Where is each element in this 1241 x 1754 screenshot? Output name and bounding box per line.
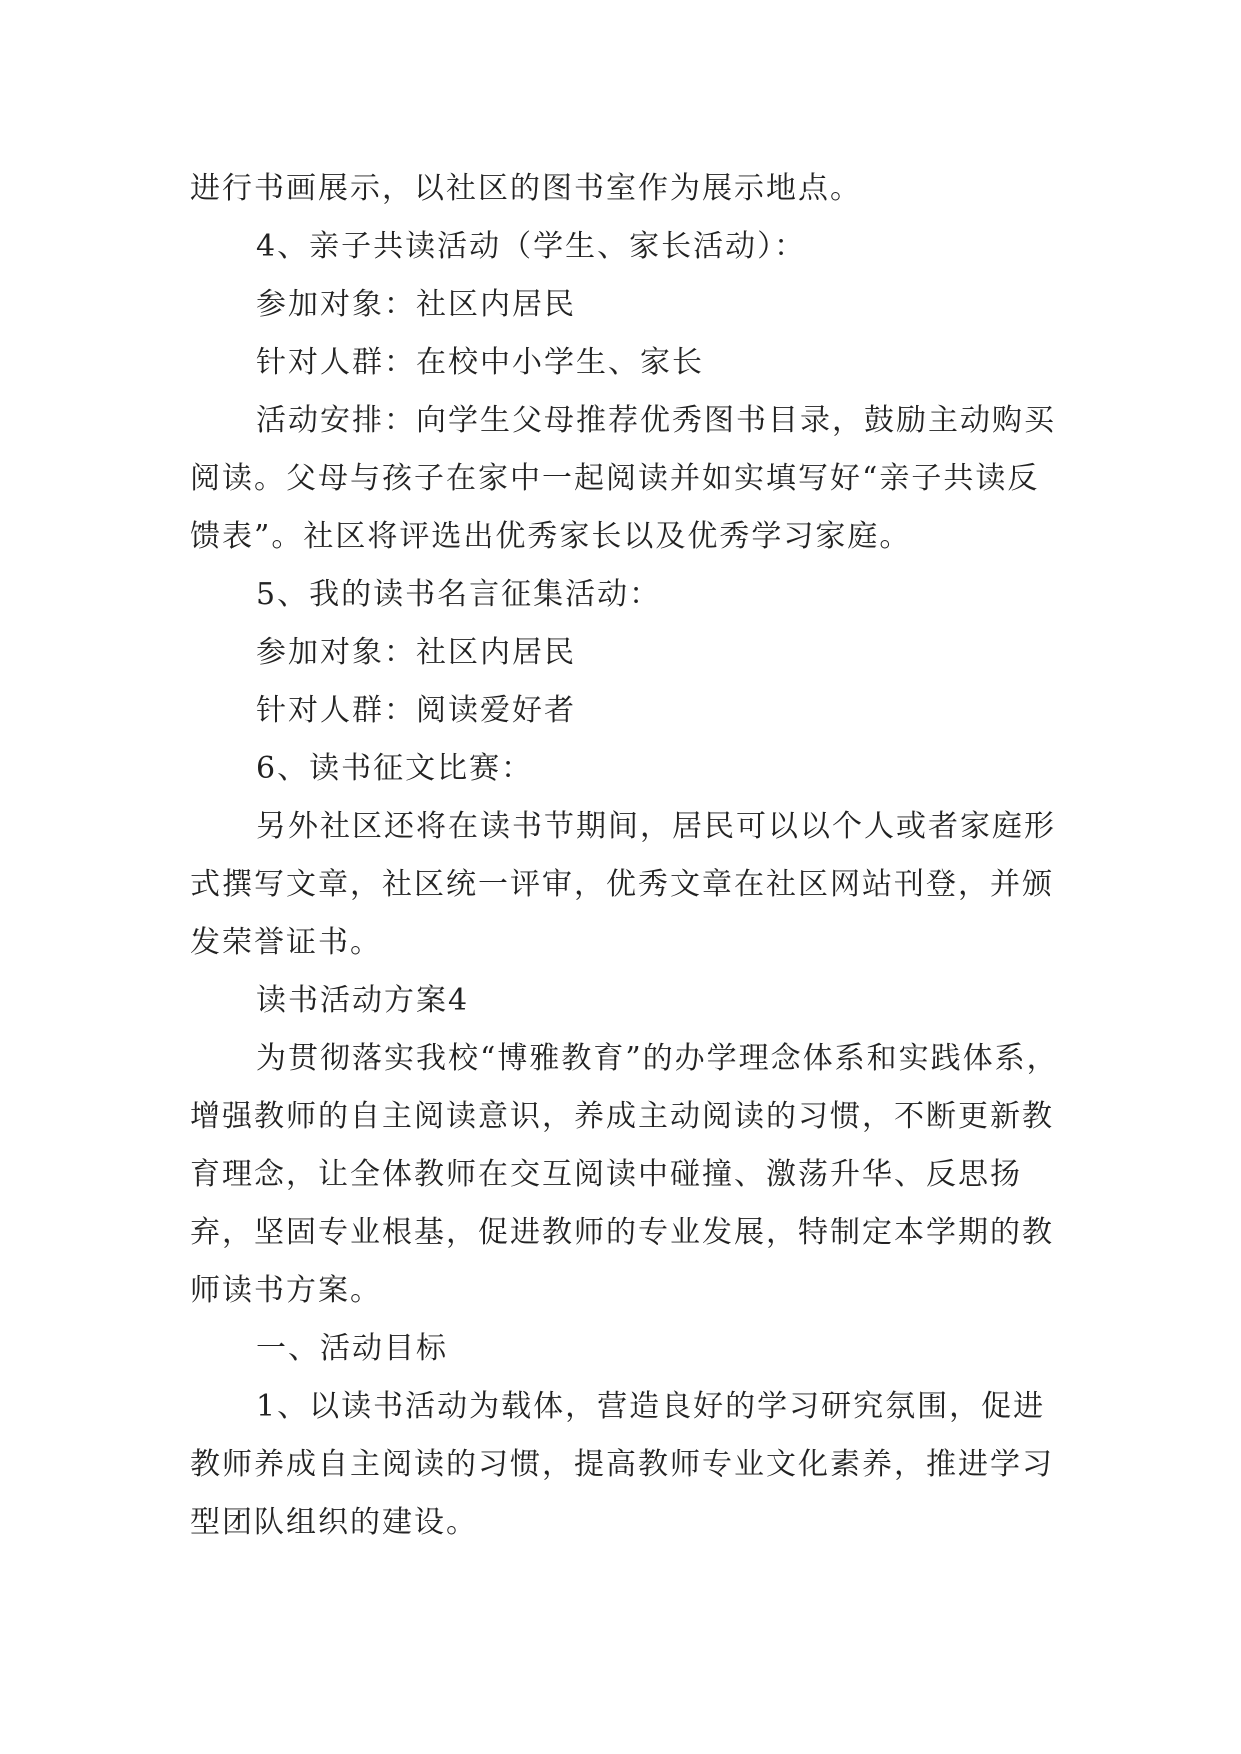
paragraph: 为贯彻落实我校“博雅教育”的办学理念体系和实践体系，增强教师的自主阅读意识，养成主动阅读的习惯，不断更新教育理念，让全体教师在交互阅读中碰撞、激荡升华、反思扬弃，坚固专业根基，促进教师的专业发展，特制定本学期的教师读书方案。	[190, 1041, 1059, 1308]
paragraph: 5、我的读书名言征集活动：	[256, 577, 662, 612]
paragraph: 针对人群：阅读爱好者	[256, 693, 576, 728]
paragraph: 6、读书征文比赛：	[256, 751, 534, 786]
paragraph: 活动安排：向学生父母推荐优秀图书目录，鼓励主动购买阅读。父母与孩子在家中一起阅读并如实填写好“亲子共读反馈表”。社区将评选出优秀家长以及优秀学习家庭。	[190, 403, 1056, 554]
paragraph: 4、亲子共读活动（学生、家长活动）：	[256, 229, 807, 264]
section-heading: 读书活动方案4	[256, 983, 470, 1018]
document-body	[190, 160, 1070, 1552]
paragraph: 针对人群：在校中小学生、家长	[256, 345, 704, 380]
paragraph: 进行书画展示，以社区的图书室作为展示地点。	[190, 171, 862, 206]
paragraph: 另外社区还将在读书节期间，居民可以以个人或者家庭形式撰写文章，社区统一评审，优秀文章在社区网站刊登，并颁发荣誉证书。	[190, 809, 1056, 960]
paragraph: 参加对象：社区内居民	[256, 287, 576, 322]
paragraph: 参加对象：社区内居民	[256, 635, 576, 670]
paragraph: 1、以读书活动为载体，营造良好的学习研究氛围，促进教师养成自主阅读的习惯，提高教师专业文化素养，推进学习型团队组织的建设。	[190, 1389, 1054, 1540]
subsection-heading: 一、活动目标	[256, 1331, 448, 1366]
